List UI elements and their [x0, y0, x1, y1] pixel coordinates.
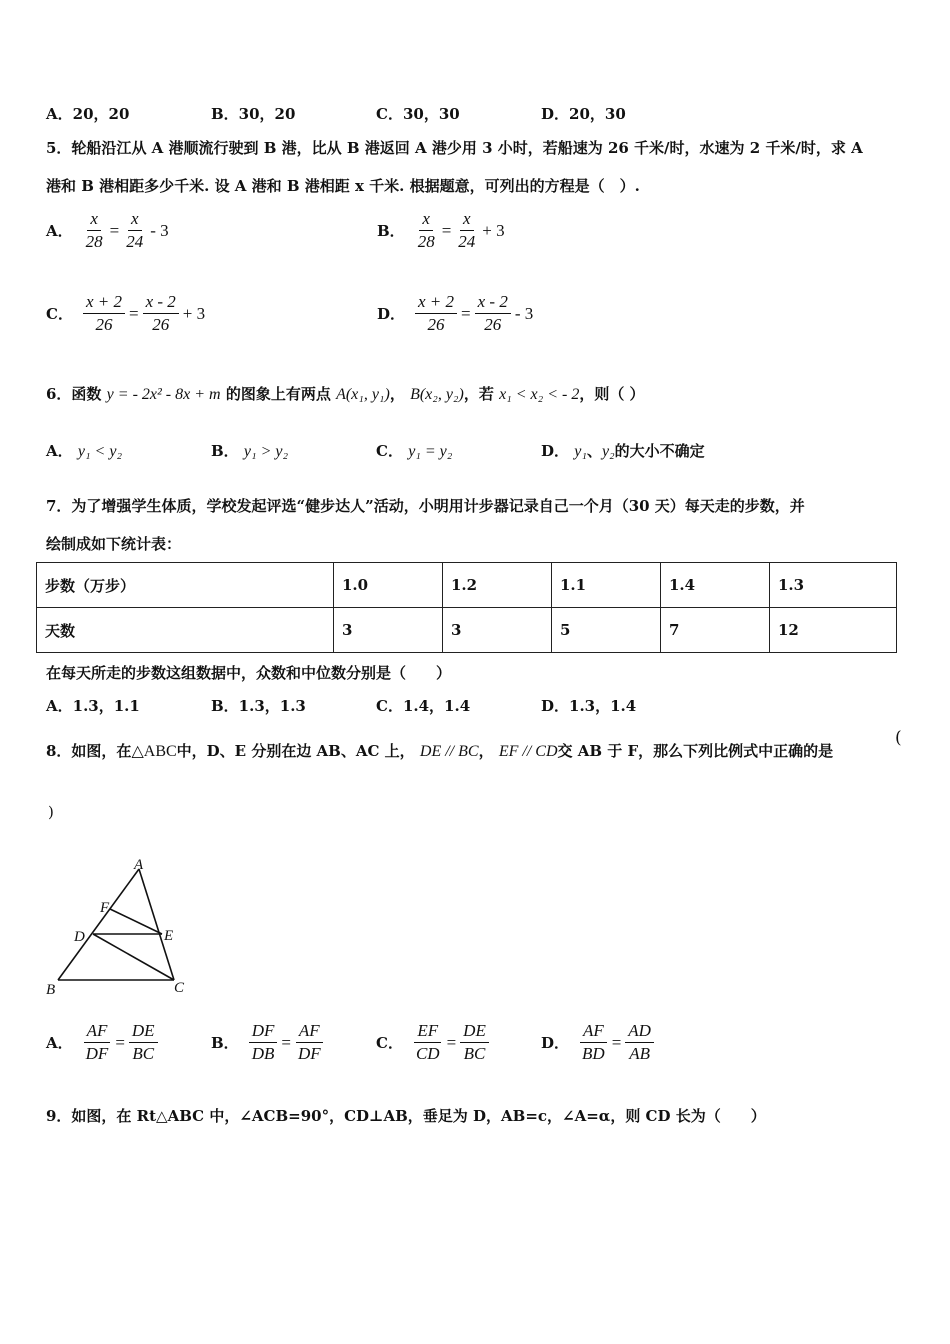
fraction: $\frac{x}{24}$	[126, 209, 144, 251]
table-cell: 1.4	[661, 563, 770, 608]
fraction: $\frac{DE}{BC}$	[460, 1020, 489, 1065]
q4-option-c: C．30，30	[376, 105, 460, 123]
table-row	[37, 563, 897, 608]
q7-option-d: D．1.3，1.4	[541, 697, 637, 715]
q4-option-b: B．30，20	[211, 105, 296, 123]
fraction: $\frac{AD}{AB}$	[625, 1020, 654, 1065]
q5-a-label: A．	[46, 222, 73, 240]
table-cell: 步数（万步）	[37, 563, 334, 608]
fraction: $\frac{DE}{BC}$	[129, 1020, 158, 1065]
q8-triangle: △ABC	[131, 743, 177, 760]
steps-table	[36, 562, 897, 653]
q7-stem-line1: 7．为了增强学生体质，学校发起评选“健步达人”活动，小明用计步器记录自己一个月（30 天）每天走的步数，并	[46, 497, 805, 515]
point-f-label: F	[100, 900, 110, 916]
q6-function: y = - 2x² - 8x + m	[106, 386, 221, 403]
q5-option-a: A． $\frac{x}{28}$ = $\frac{x}{24}$ - 3	[46, 209, 169, 251]
table-cell: 1.3	[770, 563, 897, 608]
q7-stem-line2: 绘制成如下统计表：	[46, 535, 182, 553]
q6-point-a: A(x₁, y₁)	[336, 386, 390, 403]
fraction: $\frac{EF}{CD}$	[415, 1021, 440, 1063]
q8-option-b: B． $\frac{DF}{DB}$ = $\frac{AF}{DF}$	[211, 1020, 326, 1065]
fraction: $\frac{DF}{DB}$	[249, 1020, 278, 1065]
fraction: $\frac{x + 2}{26}$	[83, 291, 125, 336]
q9-stem: 9．如图，在 Rt△ABC 中，∠ACB=90°，CD⊥AB，垂足为 D，AB=c，∠A=α，则 CD 长为（ ）	[46, 1107, 766, 1125]
q6-stem: 6．函数 y = - 2x² - 8x + m 的图象上有两点 A(x₁, y₁)， B(x₂, y₂)，若 x₁ < x₂ < - 2，则（ ）	[46, 385, 645, 403]
point-d-label: D	[74, 929, 85, 945]
fraction: $\frac{x + 2}{26}$	[415, 291, 457, 336]
table-cell: 1.0	[334, 563, 443, 608]
fraction: $\frac{x}{24}$	[458, 209, 476, 251]
q8-stem: 8．如图，在△ABC中，D、E 分别在边 AB、AC 上， DE // BC， EF // CD交 AB 于 F，那么下列比例式中正确的是	[46, 742, 834, 760]
q5-b-label: B．	[377, 222, 405, 240]
fraction: $\frac{AF}{DF}$	[295, 1020, 324, 1065]
vertex-a-label: A	[134, 857, 144, 873]
triangle-figure	[40, 855, 200, 1005]
table-cell: 1.1	[552, 563, 661, 608]
q6-option-d: D． y₁、y₂的大小不确定	[541, 442, 705, 460]
q7-option-c: C．1.4，1.4	[376, 697, 471, 715]
fraction: $\frac{AF}{BD}$	[579, 1020, 608, 1065]
q8-option-d: D． $\frac{AF}{BD}$ = $\frac{AD}{AB}$	[541, 1020, 656, 1065]
table-cell: 5	[552, 608, 661, 653]
q7-option-a: A．1.3，1.1	[46, 697, 140, 715]
point-e-label: E	[164, 928, 174, 944]
table-cell: 3	[443, 608, 552, 653]
q4-option-d: D．20，30	[541, 105, 626, 123]
q5-d-label: D．	[377, 305, 406, 323]
table-cell: 7	[661, 608, 770, 653]
q5-stem-line2: 港和 B 港相距多少千米. 设 A 港和 B 港相距 x 千米. 根据题意，可列出的方程是（ ）.	[46, 177, 640, 195]
table-cell: 1.2	[443, 563, 552, 608]
table-cell: 天数	[37, 608, 334, 653]
q8-parallel-2: EF // CD	[498, 743, 558, 760]
q4-option-a: A．20，20	[46, 105, 130, 123]
q6-condition: x₁ < x₂ < - 2	[499, 386, 580, 403]
fraction: $\frac{AF}{DF}$	[83, 1020, 112, 1065]
q7-option-b: B．1.3，1.3	[211, 697, 306, 715]
q8-option-a: A． $\frac{AF}{DF}$ = $\frac{DE}{BC}$	[46, 1020, 160, 1065]
q6-point-b: B(x₂, y₂)	[410, 386, 464, 403]
fraction: $\frac{x}{28}$	[85, 209, 103, 251]
q6-option-c: C． y₁ = y₂	[376, 442, 453, 460]
q6-option-b: B． y₁ > y₂	[211, 442, 289, 460]
q8-open-paren: (	[895, 728, 902, 748]
segment-ef	[110, 909, 162, 934]
q6-option-a: A． y₁ < y₂	[46, 442, 122, 460]
table-cell: 3	[334, 608, 443, 653]
q8-parallel-1: DE // BC	[419, 743, 479, 760]
q7-question: 在每天所走的步数这组数据中，众数和中位数分别是（ ）	[46, 664, 452, 682]
table-row	[37, 608, 897, 653]
table-cell: 12	[770, 608, 897, 653]
q5-option-b: B． $\frac{x}{28}$ = $\frac{x}{24}$ + 3	[377, 209, 505, 251]
q5-stem-line1: 5．轮船沿江从 A 港顺流行驶到 B 港，比从 B 港返回 A 港少用 3 小时，若船速为 26 千米/时，水速为 2 千米/时，求 A	[46, 139, 863, 157]
fraction: $\frac{x - 2}{26}$	[143, 291, 179, 336]
q5-option-d: D． $\frac{x + 2}{26}$ = $\frac{x - 2}{26}$ - 3	[377, 292, 534, 334]
fraction: $\frac{x - 2}{26}$	[475, 291, 511, 336]
vertex-b-label: B	[46, 982, 56, 998]
segment-ab	[58, 869, 139, 980]
q5-c-label: C．	[46, 305, 73, 323]
q8-option-c: C． $\frac{EF}{CD}$ = $\frac{DE}{BC}$	[376, 1020, 491, 1065]
q5-option-c: C． $\frac{x + 2}{26}$ = $\frac{x - 2}{26}$ + 3	[46, 292, 206, 334]
q8-close-paren: )	[48, 803, 54, 821]
vertex-c-label: C	[174, 980, 185, 996]
fraction: $\frac{x}{28}$	[417, 209, 435, 251]
